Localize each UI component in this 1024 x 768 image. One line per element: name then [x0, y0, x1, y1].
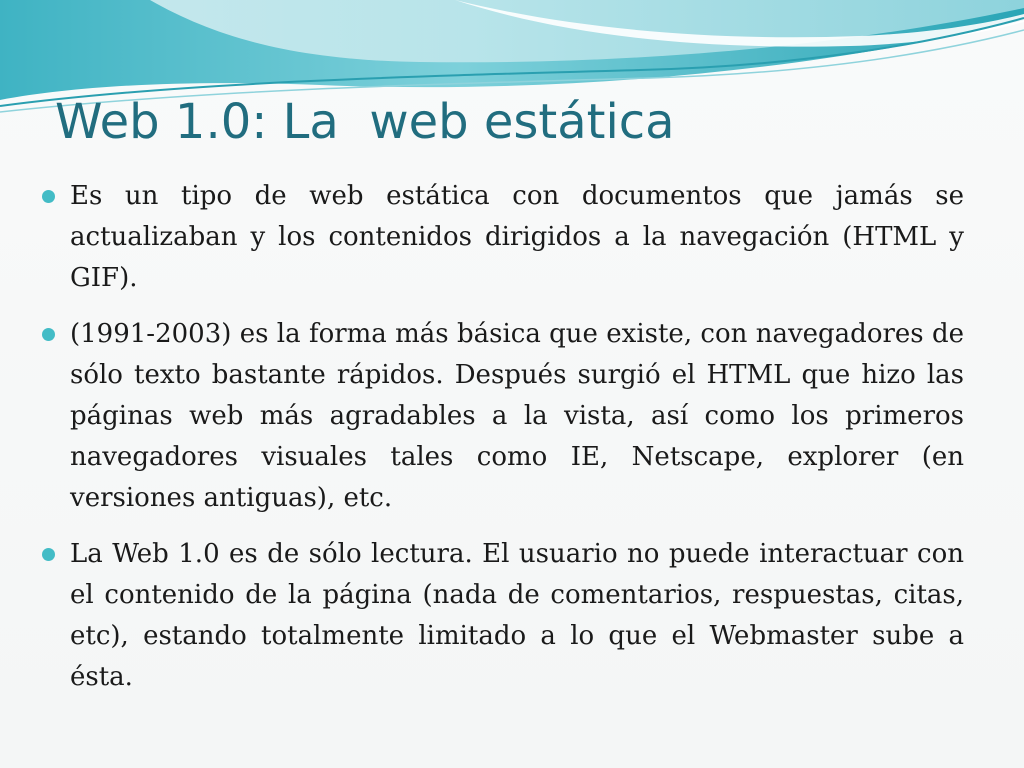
bullet-dot-icon: [42, 328, 55, 341]
bullet-item: [40, 314, 964, 519]
bullet-text: Es un tipo de web estática con documentos que jamás se actualizaban y los contenidos dirigidos a la navegación (HTML y GIF).: [70, 181, 964, 293]
bullet-item: [40, 176, 964, 299]
bullet-list: [40, 176, 964, 713]
bullet-text: La Web 1.0 es de sólo lectura. El usuario no puede interactuar con el contenido de la página (nada de comentarios, respuestas, citas, etc), estando totalmente limitado a lo que el Webmaster sube a ésta.: [70, 539, 964, 692]
bullet-item: [40, 534, 964, 698]
slide-title: Web 1.0: La web estática: [55, 94, 675, 150]
bullet-text: (1991-2003) es la forma más básica que existe, con navegadores de sólo texto bastante rápidos. Después surgió el HTML que hizo las páginas web más agradables a la vista, así como los primeros navegadores visuales tales como IE, Netscape, explorer (en versiones antiguas), etc.: [70, 319, 964, 513]
bullet-dot-icon: [42, 190, 55, 203]
bullet-dot-icon: [42, 548, 55, 561]
